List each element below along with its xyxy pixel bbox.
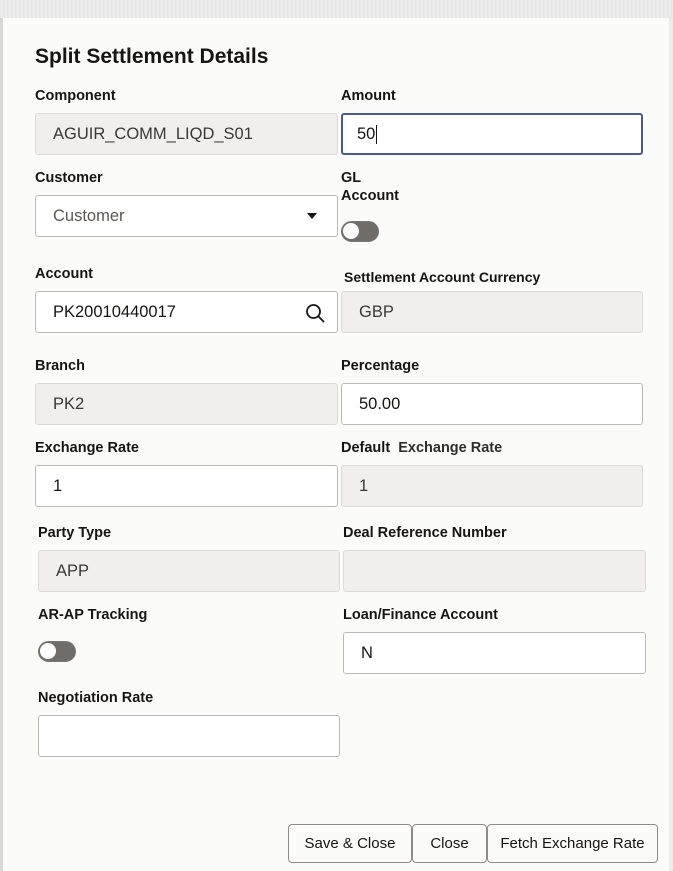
dialog-title: Split Settlement Details [35,45,269,68]
party-type-value: APP [56,562,90,580]
default-exchange-rate-label [341,439,502,457]
component-value: AGUIR_COMM_LIQD_S01 [53,125,253,143]
loan-finance-account-value: N [361,644,373,662]
branch-field [35,383,338,425]
loan-finance-account-input[interactable] [343,632,646,674]
percentage-label: Percentage [341,358,420,374]
amount-input[interactable] [341,113,643,155]
default-exchange-rate-label-bold: Default [341,440,391,456]
chevron-down-icon[interactable] [307,213,317,219]
exchange-rate-value: 1 [53,477,63,495]
deal-reference-number-label: Deal Reference Number [343,525,507,541]
loan-finance-account-label: Loan/Finance Account [343,607,498,623]
deal-reference-number-field [343,550,646,592]
close-button[interactable]: Close [412,824,487,863]
settlement-account-currency-value: GBP [359,303,394,321]
branch-label: Branch [35,358,85,374]
percentage-input[interactable] [341,383,643,425]
default-exchange-rate-field [341,465,643,507]
exchange-rate-input[interactable] [35,465,338,507]
party-type-field [38,550,340,592]
dialog-scrollbar-track[interactable] [669,18,673,871]
negotiation-rate-input[interactable] [38,715,340,757]
customer-value: Customer [53,207,125,225]
gl-account-toggle[interactable] [341,221,379,242]
component-label: Component [35,88,116,104]
ar-ap-tracking-label: AR-AP Tracking [38,607,148,623]
negotiation-rate-label: Negotiation Rate [38,690,154,706]
dialog-top-border [0,0,673,18]
text-cursor [376,125,377,144]
dialog-left-border [0,18,3,871]
gl-account-label-line2: Account [341,188,399,204]
customer-select[interactable] [35,195,338,237]
branch-value: PK2 [53,395,85,413]
amount-value: 50 [357,125,376,143]
default-exchange-rate-value: 1 [359,477,369,495]
customer-label: Customer [35,170,103,186]
settlement-account-currency-field [341,291,643,333]
account-input[interactable] [35,291,338,333]
gl-account-label-line1: GL [341,170,362,186]
gl-account-label [341,169,399,205]
account-value: PK20010440017 [53,303,176,321]
fetch-exchange-rate-button[interactable]: Fetch Exchange Rate [487,824,658,863]
toggle-knob [40,643,56,659]
toggle-knob [343,223,359,239]
percentage-value: 50.00 [359,395,401,413]
amount-label: Amount [341,88,396,104]
save-close-button[interactable]: Save & Close [288,824,412,863]
account-label: Account [35,266,93,282]
default-exchange-rate-label-rest: Exchange Rate [398,440,503,456]
ar-ap-tracking-toggle[interactable] [38,641,76,662]
party-type-label: Party Type [38,525,112,541]
exchange-rate-label: Exchange Rate [35,440,139,456]
search-icon[interactable] [305,303,325,323]
component-field [35,113,338,155]
settlement-account-currency-label: Settlement Account Currency [344,269,541,285]
